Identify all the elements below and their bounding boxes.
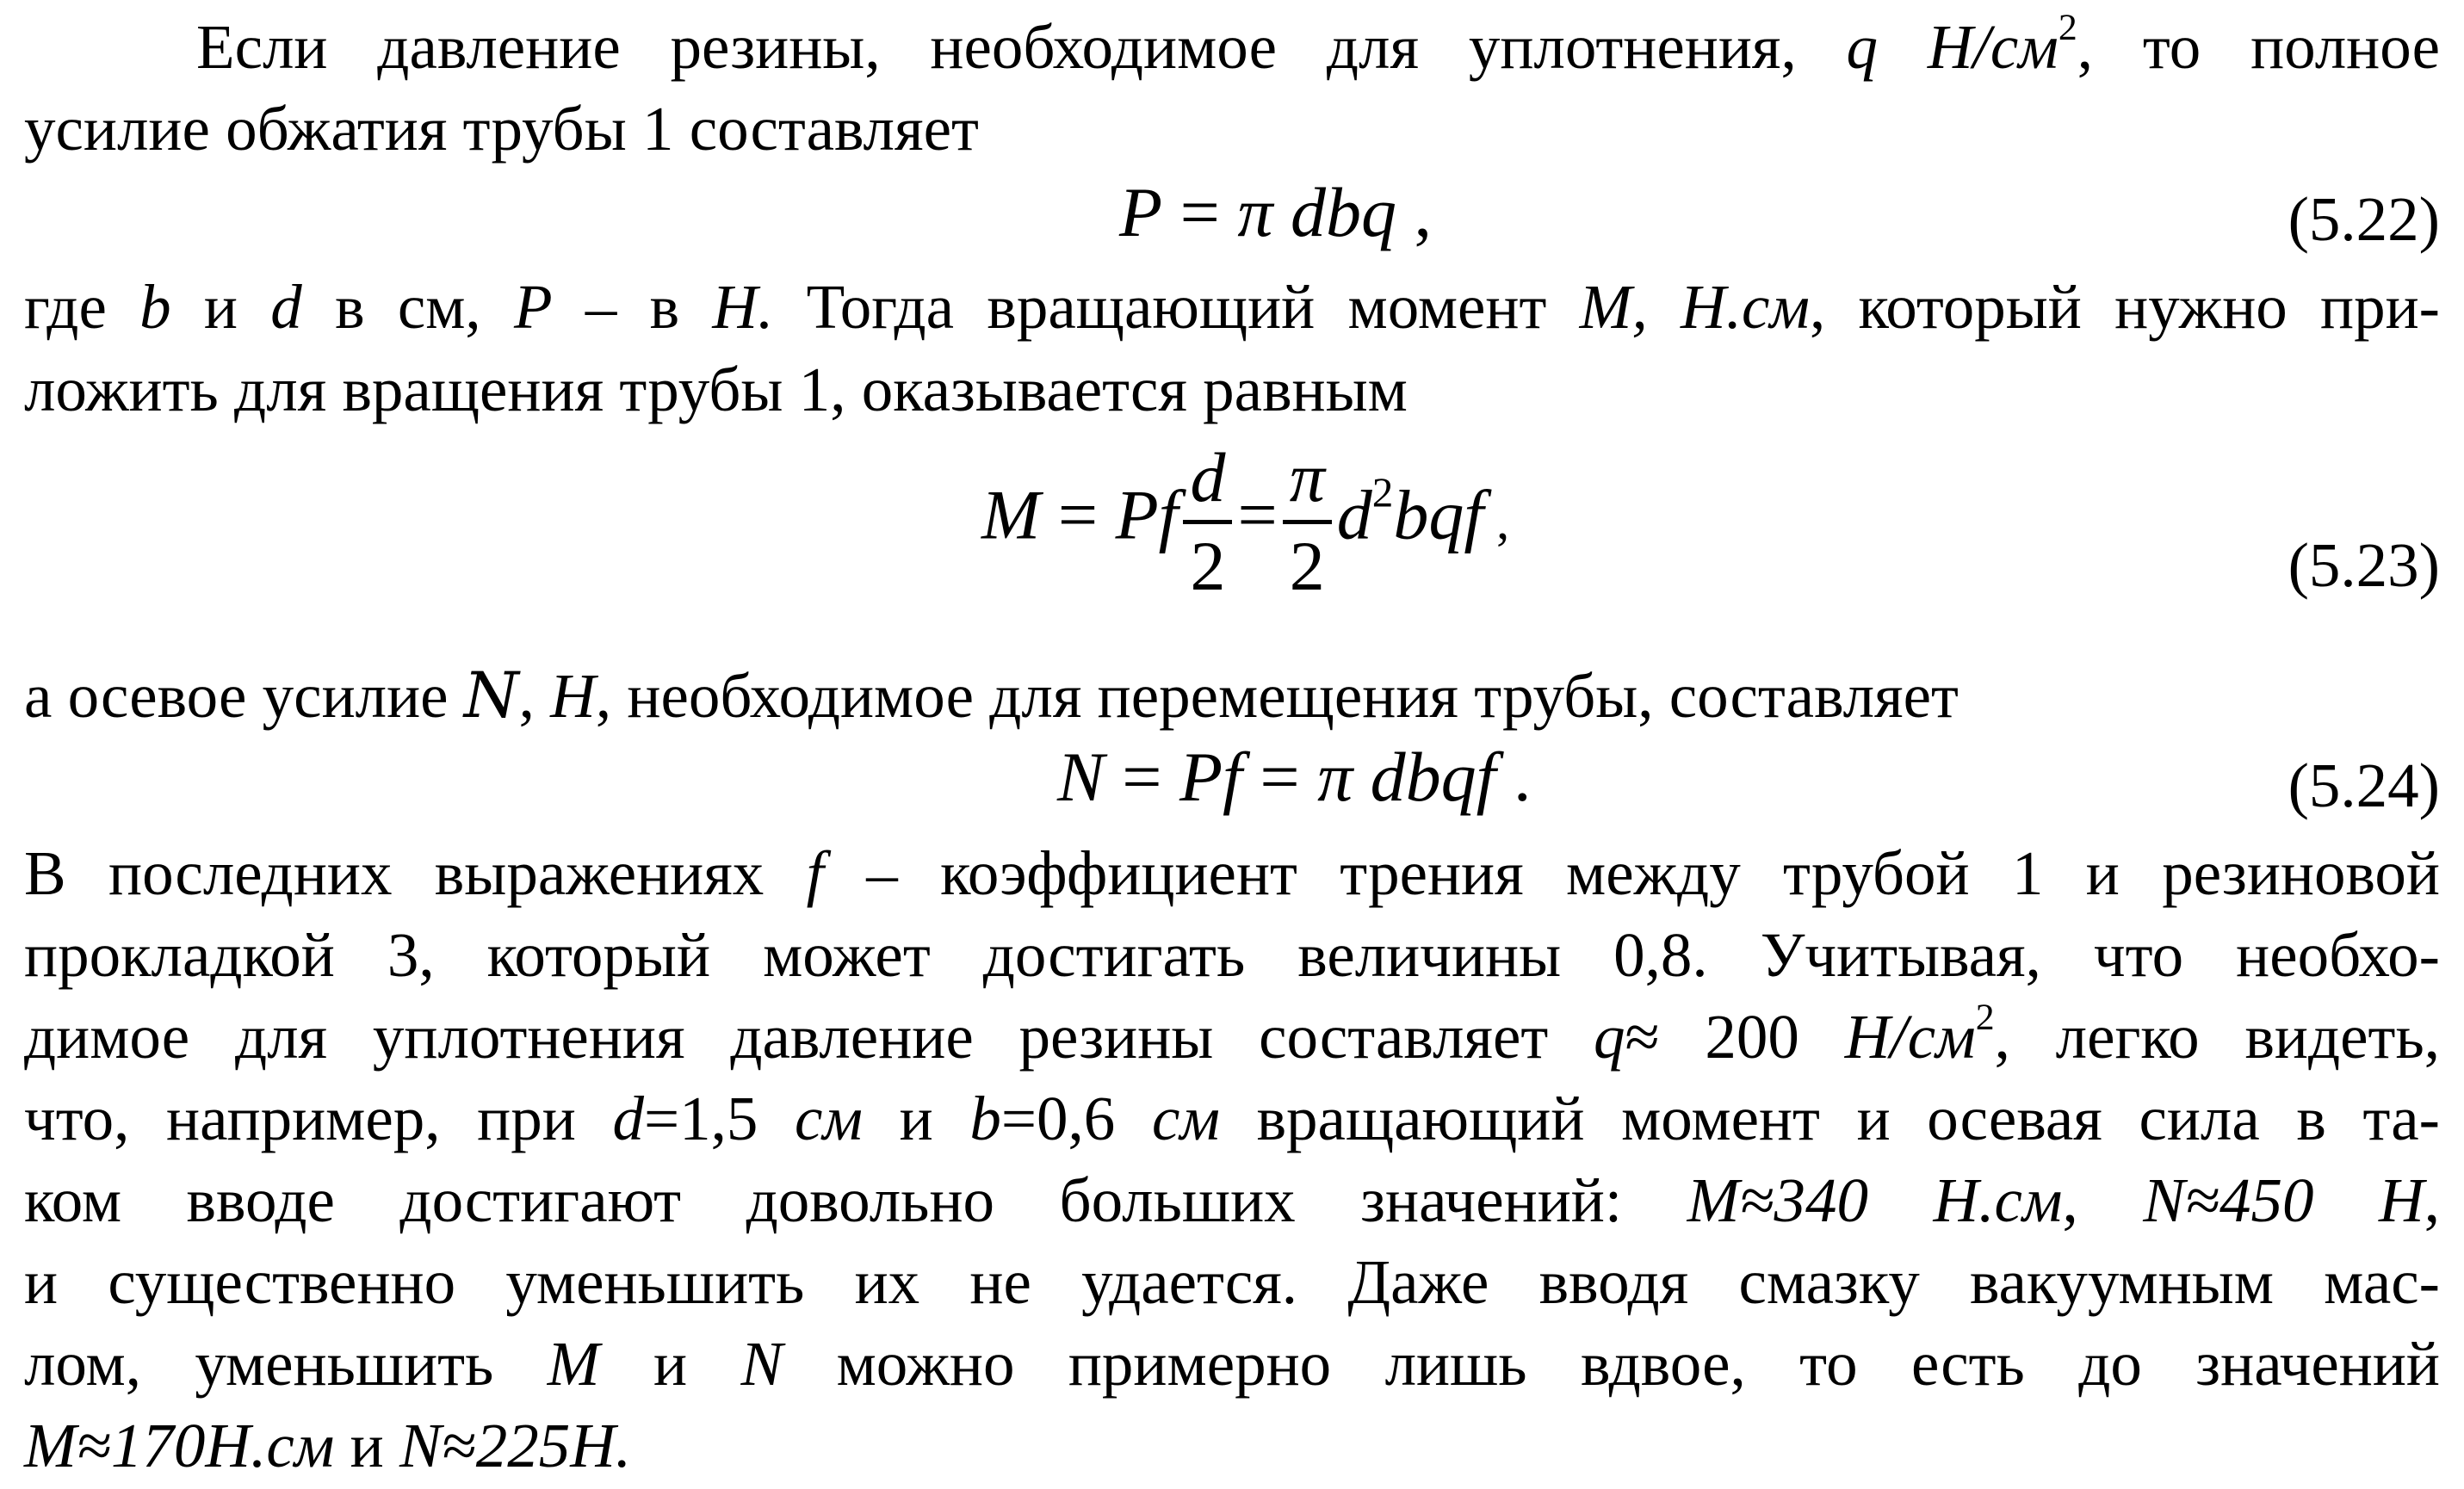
text-span: , — [518, 661, 551, 731]
paragraph-3-line-1 — [24, 659, 2440, 732]
var-m: М — [547, 1329, 600, 1399]
paragraph-4-line-2: прокладкой 3, который может достигать величины 0,8. Учитывая, что необхо- — [24, 920, 2440, 990]
text-span: – коэффициент трения между трубой 1 и резиновой — [823, 838, 2440, 908]
var-q: q — [1846, 12, 1879, 82]
exponent: 2 — [2058, 7, 2077, 49]
text-span: лом, уменьшить — [24, 1329, 548, 1399]
fraction-denominator: 2 — [1190, 527, 1226, 606]
unit-n: Н — [2379, 1165, 2424, 1235]
text-span: можно примерно лишь вдвое, то есть до значений — [783, 1329, 2440, 1399]
var-n: N — [740, 1329, 783, 1399]
paragraph-1-line-2: усилие обжатия трубы 1 составляет — [24, 94, 979, 164]
text-span: и — [863, 1084, 970, 1153]
text-span: димое для уплотнения давление резины составляет — [24, 1002, 1594, 1072]
equals-sign: = — [1162, 173, 1238, 251]
unit-n-per-cm2: Н/см — [1844, 1002, 1976, 1072]
var-m: М — [1687, 1165, 1740, 1235]
var-f: f — [806, 838, 824, 908]
var-n: N — [2143, 1165, 2185, 1235]
var-d: d — [270, 272, 302, 342]
text-span: ≈ 200 — [1625, 1002, 1845, 1072]
text-span: вращающий момент и осевая сила в та- — [1219, 1084, 2440, 1153]
value-m: ≈170 — [76, 1411, 206, 1480]
var-m-unit: М, Н.см — [1579, 272, 1810, 342]
fraction-numerator: d — [1183, 441, 1232, 524]
equation-number-5-22: (5.22) — [2288, 184, 2440, 254]
text-span: в см, — [301, 272, 514, 342]
var-q: q — [1594, 1002, 1625, 1072]
exponent: 2 — [1975, 997, 1995, 1039]
paragraph-4-line-7 — [24, 1329, 2440, 1399]
unit-cm: см — [795, 1084, 864, 1153]
paragraph-2-line-2: ложить для вращения трубы 1, оказывается равным — [24, 355, 1408, 424]
document-page — [24, 0, 2440, 1489]
paragraph-1-line-1 — [24, 7, 2441, 82]
var-p: P — [1119, 173, 1163, 251]
unit-n: Н. — [570, 1411, 632, 1480]
var-d: d — [1336, 475, 1372, 554]
unit-n: Н — [550, 661, 596, 731]
paragraph-4-line-8 — [24, 1411, 2440, 1480]
text-span: , — [2424, 1165, 2440, 1235]
comma: , — [1396, 173, 1432, 251]
paragraph-4-line-1 — [24, 838, 2440, 908]
paragraph-4-line-6: и существенно уменьшить их не удается. Даже вводя смазку вакуумным мас- — [24, 1247, 2440, 1317]
text-span: и — [599, 1329, 741, 1399]
var-p: P — [513, 272, 553, 342]
paragraph-2-line-1 — [24, 272, 2440, 342]
value-n: ≈225 — [441, 1411, 571, 1480]
equals-sign: = — [1237, 475, 1278, 554]
unit-n-cm: Н.см — [205, 1411, 335, 1480]
text-span: ком вводе достигают довольно больших значений: — [24, 1165, 1687, 1235]
equation-5-23 — [981, 438, 1510, 606]
var-n: N — [463, 659, 519, 732]
paragraph-4-line-3 — [24, 997, 2440, 1072]
var-b: b — [969, 1084, 1001, 1153]
text-span: , который нужно при- — [1809, 272, 2440, 342]
equation-5-24 — [1057, 738, 1532, 816]
equals-sign: = — [1241, 738, 1318, 816]
text-span: =1,5 — [643, 1084, 796, 1153]
expr-pf: Pf — [1179, 738, 1242, 816]
var-d: d — [612, 1084, 644, 1153]
var-n: N — [1057, 738, 1105, 816]
var-m: M — [981, 475, 1041, 554]
unit-n: Н. — [712, 272, 774, 342]
text-span: Тогда вращающий момент — [773, 272, 1580, 342]
fraction-pi-over-2 — [1283, 438, 1332, 606]
fraction-denominator: 2 — [1289, 527, 1325, 606]
unit-n-per-cm2: Н/см — [1927, 12, 2058, 82]
text-span: , необходимое для перемещения трубы, составляет — [595, 661, 1959, 731]
text-span: , легко видеть, — [1994, 1002, 2440, 1072]
equals-sign: = — [1040, 475, 1116, 554]
fraction-numerator: π — [1283, 441, 1332, 524]
text-span: В последних выражениях — [24, 838, 807, 908]
text-span: =0,6 — [1000, 1084, 1152, 1153]
var-m: М — [24, 1411, 77, 1480]
paragraph-4-line-5 — [24, 1165, 2440, 1235]
unit-n-cm: Н.см — [1933, 1165, 2063, 1235]
equation-number-5-24: (5.24) — [2288, 751, 2440, 820]
text-span: , — [2062, 1165, 2144, 1235]
unit-cm: см — [1151, 1084, 1220, 1153]
expr-bqf: bqf — [1393, 475, 1484, 554]
paragraph-4-line-4 — [24, 1084, 2440, 1153]
expr-pf: Pf — [1115, 475, 1179, 554]
pi-symbol: π — [1317, 738, 1353, 816]
pi-symbol: π — [1237, 173, 1273, 251]
text-span: и — [334, 1411, 399, 1480]
text-span: и — [170, 272, 271, 342]
text-span: – в — [552, 272, 713, 342]
value-n: ≈450 — [2184, 1165, 2380, 1235]
comma: , — [1483, 492, 1510, 550]
text-span: где — [24, 272, 140, 342]
value-m: ≈340 — [1739, 1165, 1934, 1235]
expr-dbqf: dbqf — [1353, 738, 1496, 816]
equation-5-22 — [1119, 173, 1432, 251]
text-span: , то полное — [2077, 12, 2441, 82]
text-span: Если давление резины, необходимое для уплотнения, — [196, 12, 1847, 82]
equals-sign: = — [1104, 738, 1179, 816]
var-n: N — [399, 1411, 442, 1480]
text-span: а осевое усилие — [24, 661, 464, 731]
exponent: 2 — [1371, 468, 1394, 516]
text-span: что, например, при — [24, 1084, 613, 1153]
period: . — [1495, 738, 1532, 816]
expr-dbq: dbq — [1272, 173, 1396, 251]
var-b: b — [139, 272, 171, 342]
fraction-d-over-2 — [1183, 438, 1232, 606]
equation-number-5-23: (5.23) — [2288, 530, 2440, 600]
